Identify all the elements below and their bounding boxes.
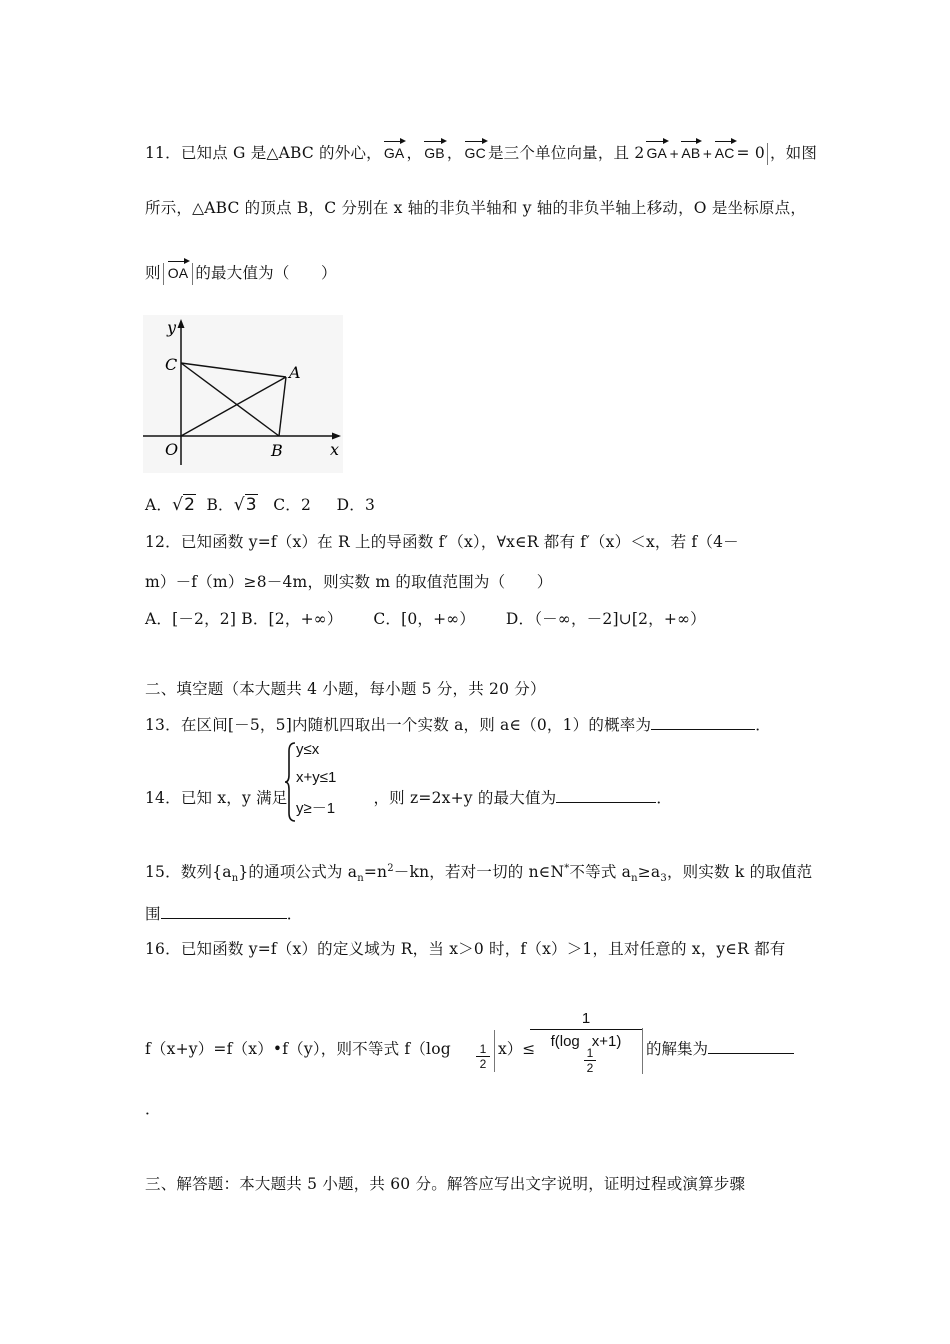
q16-fraction — [530, 1010, 642, 1050]
half-denominator: 2 — [479, 1057, 487, 1071]
bar-1 — [494, 1030, 495, 1072]
vector-ga-2: GA — [646, 140, 667, 160]
q12-line2: m）－f（m）≥8－4m，则实数 m 的取值范围为（ ） — [145, 573, 553, 591]
q11-options — [145, 493, 375, 515]
q15-sub-n-2: n — [357, 873, 364, 885]
q15-t5: 不等式 a — [569, 863, 632, 881]
label-x: x — [330, 440, 340, 459]
sqrt-3: √3 — [233, 495, 257, 515]
q14-line — [145, 786, 672, 808]
q14-constraint-system — [284, 741, 364, 823]
q12-option-b: B．[2，+∞） — [241, 610, 343, 628]
vector-gb: GB — [424, 140, 445, 160]
q11-text-max: 的最大值为（ ） — [195, 264, 337, 282]
q16-answer-blank[interactable] — [708, 1039, 794, 1054]
q12-line1: 12．已知函数 y=f（x）在 R 上的导函数 f′（x），∀x∈R 都有 f′（x）＜x，若 f（4－ — [145, 533, 739, 551]
fraction-numerator: 1 — [530, 1010, 642, 1030]
abs-bar-left — [163, 263, 164, 285]
half-numerator: 1 — [476, 1042, 490, 1057]
q11-line1: 11．已知点 G 是△ABC 的外心， GA ， GB ， GC 是三个单位向量，且 2 GA + AB + AC = 0 ，如图 — [145, 140, 817, 165]
label-b: B — [271, 441, 283, 460]
q16-line2 — [145, 1037, 451, 1059]
label-a: A — [289, 363, 301, 382]
q16-tail — [646, 1037, 794, 1059]
q15-t2: }的通项公式为 a — [238, 863, 358, 881]
section-3-heading: 三、解答题：本大题共 5 小题，共 60 分。解答应写出文字说明，证明过程或演算步骤 — [145, 1175, 746, 1193]
q16-line1: 16．已知函数 y=f（x）的定义域为 R，当 x＞0 时，f（x）＞1，且对任意的 x，y∈R 都有 — [145, 940, 786, 958]
q16-text-a: f（x+y）=f（x）•f（y），则不等式 f（log — [145, 1040, 451, 1058]
half-numerator-2: 1 — [584, 1046, 596, 1061]
q15-sup-2: 2 — [387, 862, 394, 874]
plus-sign: + — [669, 147, 680, 161]
vector-ab: AB — [681, 140, 700, 160]
brace-icon — [284, 741, 296, 823]
q13-end: ． — [755, 716, 771, 734]
den-x-plus-1: x+1) — [591, 1033, 622, 1050]
q15-wei: 围 — [145, 905, 161, 923]
q15-sub-n-3: n — [631, 873, 638, 885]
bar-2 — [642, 1028, 643, 1074]
q11-option-a-label: A． — [145, 496, 173, 514]
constraint-2: x+y≤1 — [296, 769, 337, 786]
q14-text-pre: 14．已知 x，y 满足 — [145, 789, 288, 807]
q15-t1: 15．数列{a — [145, 863, 232, 881]
q15-sub-n: n — [231, 873, 239, 885]
q11-line3 — [145, 260, 337, 285]
q13-text: 13．在区间[－5，5]内随机四取出一个实数 a，则 a∈（0，1）的概率为 — [145, 716, 652, 734]
q15-line1 — [145, 860, 812, 884]
log-base-fraction-2 — [584, 1046, 596, 1075]
divider-bar — [767, 143, 768, 165]
q15-sup-star: * — [564, 862, 570, 874]
q16-solution-set-text: 的解集为 — [646, 1040, 709, 1058]
vector-gc: GC — [465, 140, 486, 160]
q14-end: ． — [656, 789, 673, 807]
abs-bar-right — [192, 263, 193, 285]
vector-oa: OA — [168, 260, 189, 280]
sqrt-2: √2 — [172, 495, 196, 515]
half-denominator-2: 2 — [586, 1061, 594, 1075]
q14-answer-blank[interactable] — [556, 788, 656, 803]
q15-answer-blank[interactable] — [161, 904, 287, 919]
q11-line2: 所示，△ABC 的顶点 B，C 分别在 x 轴的非负半轴和 y 轴的非负半轴上移动，O 是坐标原点， — [145, 199, 807, 217]
q11-text-a: 11．已知点 G 是△ABC 的外心， — [145, 144, 382, 162]
q15-end: ． — [286, 905, 303, 923]
q14-text-post: ，则 z=2x+y 的最大值为 — [373, 789, 557, 807]
sqrt-2-radicand: 2 — [184, 495, 196, 515]
equals-zero: = 0 — [736, 144, 765, 162]
q11-text-b: 是三个单位向量，且 2 — [487, 144, 645, 162]
q12-option-d: D．（－∞，－2]∪[2，+∞） — [505, 610, 706, 628]
q15-sub-3: 3 — [660, 873, 667, 885]
section-2-heading: 二、填空题（本大题共 4 小题，每小题 5 分，共 20 分） — [145, 680, 546, 698]
label-c: C — [165, 355, 178, 374]
q13-line — [145, 713, 771, 735]
den-f-log: f(log — [550, 1033, 580, 1050]
q15-t6: ≥a — [637, 863, 661, 881]
sqrt-3-radicand: 3 — [245, 495, 257, 515]
q15-t4: －kn，若对一切的 n∈N — [393, 863, 565, 881]
constraint-1: y≤x — [296, 741, 320, 758]
q12-options — [145, 607, 706, 629]
q16-x-leq: x）≤ — [498, 1040, 536, 1058]
q11-text-ze: 则 — [145, 264, 161, 282]
q11-text-c: ，如图 — [769, 144, 818, 162]
q16-dot: ． — [145, 1100, 161, 1118]
q11-option-d: D．3 — [336, 496, 376, 514]
label-y: y — [167, 318, 177, 337]
q15-t7: ，则实数 k 的取值范 — [666, 863, 813, 881]
q11-option-b-label: B． — [206, 496, 234, 514]
q13-answer-blank[interactable] — [651, 715, 755, 730]
plus-sign: + — [702, 147, 713, 161]
q11-option-c: C．2 — [273, 496, 312, 514]
log-base-fraction-1 — [476, 1042, 490, 1071]
q12-option-c: C．[0，+∞） — [373, 610, 476, 628]
vector-ga: GA — [384, 140, 405, 160]
label-o: O — [165, 440, 179, 459]
q12-option-a: A．[－2，2] — [145, 610, 237, 628]
vector-ac: AC — [715, 140, 735, 160]
q15-t3: =n — [363, 863, 388, 881]
q15-line2 — [145, 902, 302, 924]
q11-figure — [143, 315, 343, 473]
constraint-3: y≥－1 — [296, 800, 336, 817]
